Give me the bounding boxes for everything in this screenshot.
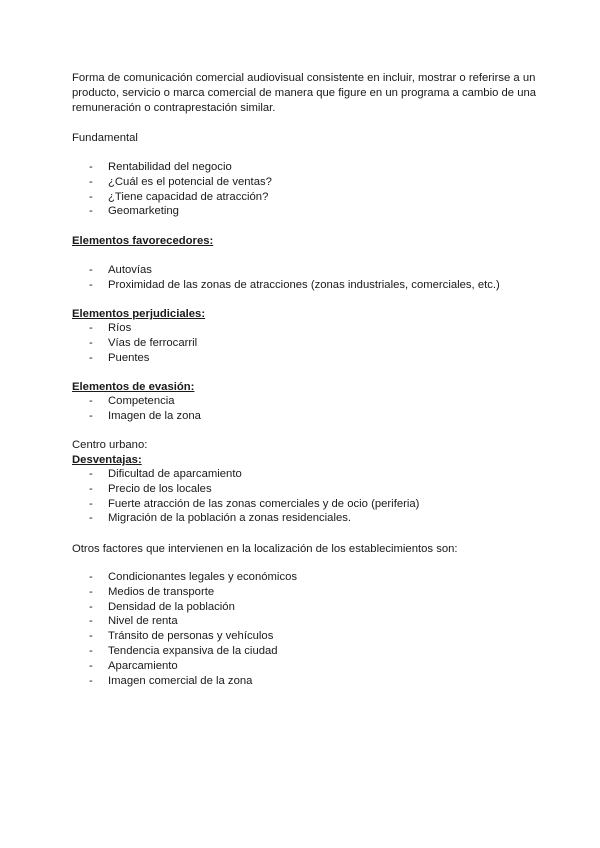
list-item: - Dificultad de aparcamiento — [72, 467, 542, 482]
list-item: - ¿Tiene capacidad de atracción? — [72, 190, 542, 205]
list-item: - Vías de ferrocarril — [72, 336, 542, 351]
list-item: - Puentes — [72, 351, 542, 366]
list-item: - Geomarketing — [72, 204, 542, 219]
list-item: - Ríos — [72, 321, 542, 336]
list-item: - Medios de transporte — [72, 585, 542, 600]
list-item: - Precio de los locales — [72, 482, 542, 497]
fundamental-list — [72, 160, 542, 219]
favorecedores-heading: Elementos favorecedores: — [72, 235, 214, 247]
list-item: - Fuerte atracción de las zonas comerciales y de ocio (periferia) — [72, 497, 542, 512]
list-item: - Migración de la población a zonas residenciales. — [72, 511, 542, 526]
desventajas-list — [72, 467, 542, 526]
evasion-list — [72, 394, 542, 424]
list-item: - Tránsito de personas y vehículos — [72, 629, 542, 644]
fundamental-title: Fundamental — [72, 132, 138, 144]
list-item: - Imagen comercial de la zona — [72, 674, 542, 689]
otros-list — [72, 570, 542, 688]
list-item: - Rentabilidad del negocio — [72, 160, 542, 175]
list-item: - Proximidad de las zonas de atracciones (zonas industriales, comerciales, etc.) — [72, 278, 542, 293]
list-item: - Nivel de renta — [72, 614, 542, 629]
desventajas-heading: Desventajas: — [72, 454, 142, 466]
list-item: - Competencia — [72, 394, 542, 409]
list-item: - Imagen de la zona — [72, 409, 542, 424]
list-item: - Densidad de la población — [72, 600, 542, 615]
otros-title: Otros factores que intervienen en la localización de los establecimientos son: — [72, 543, 458, 555]
list-item: - Condicionantes legales y económicos — [72, 570, 542, 585]
list-item: - ¿Cuál es el potencial de ventas? — [72, 175, 542, 190]
favorecedores-list — [72, 263, 542, 293]
centro-title: Centro urbano: — [72, 439, 148, 451]
evasion-heading: Elementos de evasión: — [72, 381, 195, 393]
list-item: - Tendencia expansiva de la ciudad — [72, 644, 542, 659]
list-item: - Aparcamiento — [72, 659, 542, 674]
list-item: - Autovías — [72, 263, 542, 278]
intro-paragraph: Forma de comunicación comercial audiovisual consistente en incluir, mostrar o referirse a un producto, servicio o marca comercial de manera que figure en un programa a cambio de una remuneración o contraprestación similar. — [72, 72, 537, 114]
perjudiciales-list — [72, 321, 542, 365]
perjudiciales-heading: Elementos perjudiciales: — [72, 308, 206, 320]
